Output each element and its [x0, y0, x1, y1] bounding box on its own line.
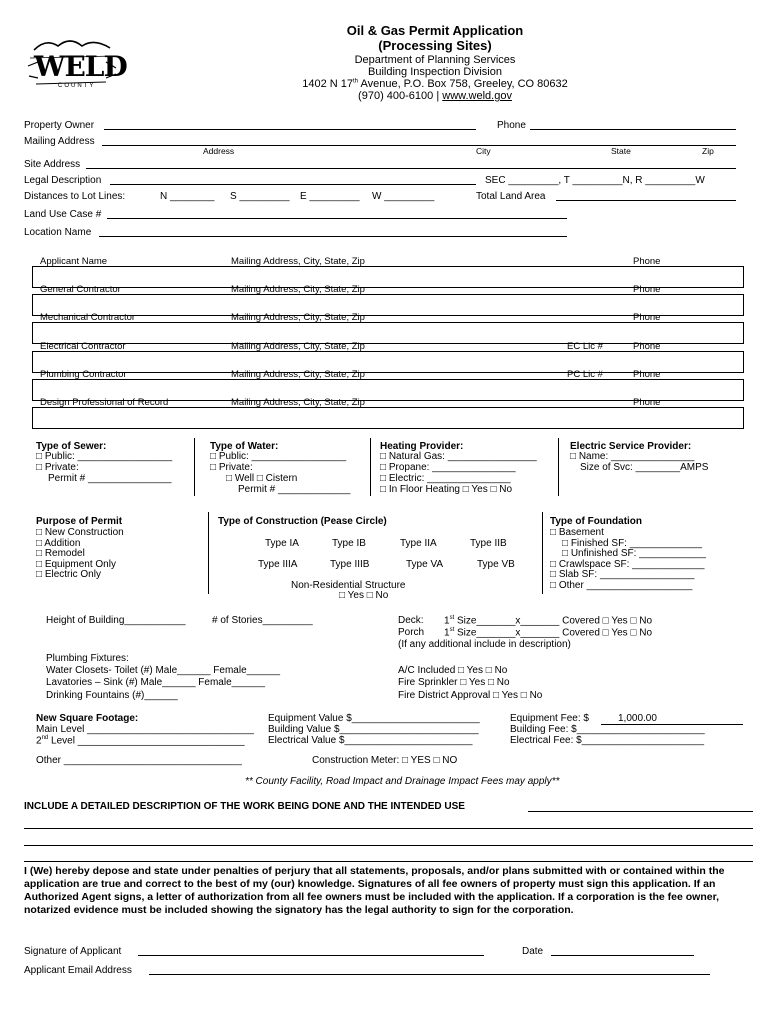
mailing-sub-city: City [476, 146, 491, 156]
general-contractor-label: General Contractor [40, 284, 121, 295]
stories-field[interactable]: # of Stories_________ [212, 615, 313, 626]
mailing-sub-state: State [611, 146, 631, 156]
construction-type-iia[interactable]: Type IIA [400, 538, 437, 549]
owner-phone-field[interactable] [530, 129, 736, 130]
equipment-value-field[interactable]: Equipment Value $_______________________ [268, 713, 480, 724]
site-address-field[interactable] [86, 168, 736, 169]
division-name: Building Inspection Division [368, 66, 502, 78]
building-fee-field[interactable]: Building Fee: $_______________________ [510, 724, 705, 735]
site-address-label: Site Address [24, 159, 81, 170]
electrical-fee-field[interactable]: Electrical Fee: $______________________ [510, 735, 705, 746]
electrical-contractor-label: Electrical Contractor [40, 341, 126, 352]
form-subtitle: (Processing Sites) [378, 38, 492, 53]
distance-south-field[interactable]: S _________ [230, 191, 290, 202]
legal-description-label: Legal Description [24, 175, 102, 186]
declaration-text: I (We) hereby depose and state under penalties of perjury that all statements, proposals, and/or plans submitted with or contained within the application are true and correct to the best of my (our) knowledge. Signatures of all fee owners of property must sign this application. If an Authorized Agent signs, a letter of authorization from all fee owners must be included with the application. If a corporation is the fee owner, notarized evidence must be included showing the signatory has the legal authority to sign for the corporation. [24, 865, 725, 916]
purpose-remodel[interactable]: □ Remodel [36, 548, 85, 559]
general-contractor-address-label: Mailing Address, City, State, Zip [231, 284, 365, 295]
water-permit-field[interactable]: Permit # _____________ [238, 484, 351, 495]
contact-info: (970) 400-6100 | www.weld.gov [358, 90, 512, 102]
heating-title: Heating Provider: [380, 441, 464, 452]
construction-type-vb[interactable]: Type VB [477, 559, 515, 570]
water-title: Type of Water: [210, 441, 279, 452]
water-well-cistern-option[interactable]: □ Well □ Cistern [226, 473, 298, 484]
distance-west-field[interactable]: W _________ [372, 191, 435, 202]
mailing-address-label: Mailing Address [24, 136, 95, 147]
mailing-address-field[interactable] [102, 145, 736, 146]
electric-provider-name-field[interactable]: □ Name: _______________ [570, 451, 695, 462]
electrical-contractor-phone-label: Phone [633, 341, 661, 352]
construction-type-ia[interactable]: Type IA [265, 538, 299, 549]
equipment-fee-label: Equipment Fee: $ [510, 713, 589, 724]
fire-district-approval-option[interactable]: Fire District Approval □ Yes □ No [398, 690, 543, 701]
design-professional-phone-label: Phone [633, 397, 661, 408]
mailing-sub-zip: Zip [702, 146, 714, 156]
porch-label: Porch [398, 627, 425, 638]
mechanical-contractor-label: Mechanical Contractor [40, 312, 136, 323]
sewer-public-option[interactable]: □ Public: _________________ [36, 451, 173, 462]
email-label: Applicant Email Address [24, 965, 132, 976]
date-field[interactable] [551, 955, 694, 956]
water-closets-field[interactable]: Water Closets- Toilet (#) Male______ Female______ [46, 665, 281, 676]
design-professional-address-label: Mailing Address, City, State, Zip [231, 397, 365, 408]
mechanical-contractor-phone-label: Phone [633, 312, 661, 323]
electrical-contractor-address-label: Mailing Address, City, State, Zip [231, 341, 365, 352]
signature-field[interactable] [138, 955, 484, 956]
heating-gas-option[interactable]: □ Natural Gas: ________________ [380, 451, 537, 462]
department-name: Department of Planning Services [354, 54, 516, 66]
plumbing-contractor-address-label: Mailing Address, City, State, Zip [231, 369, 365, 380]
email-field[interactable] [149, 974, 710, 975]
drinking-fountains-field[interactable]: Drinking Fountains (#)______ [46, 690, 178, 701]
land-use-case-label: Land Use Case # [24, 209, 102, 220]
foundation-basement[interactable]: □ Basement [550, 527, 604, 538]
logo-subtext: COUNTY [58, 83, 96, 89]
deck-label: Deck: [398, 615, 424, 626]
foundation-slab-sf[interactable]: □ Slab SF: _________________ [550, 569, 695, 580]
distance-north-field[interactable]: N ________ [160, 191, 215, 202]
design-professional-entry-box[interactable] [32, 407, 744, 429]
office-address: 1402 N 17th Avenue, P.O. Box 758, Greeley, CO 80632 [302, 78, 568, 90]
electric-service-size-field[interactable]: Size of Svc: ________AMPS [580, 462, 709, 473]
electrical-value-field[interactable]: Electrical Value $_______________________ [268, 735, 473, 746]
equipment-fee-value: 1,000.00 [618, 713, 657, 724]
applicant-address-label: Mailing Address, City, State, Zip [231, 256, 365, 267]
mechanical-contractor-address-label: Mailing Address, City, State, Zip [231, 312, 365, 323]
property-owner-field[interactable] [104, 129, 476, 130]
purpose-electric-only[interactable]: □ Electric Only [36, 569, 101, 580]
total-land-area-field[interactable] [556, 200, 736, 201]
general-contractor-phone-label: Phone [633, 284, 661, 295]
ac-included-option[interactable]: A/C Included □ Yes □ No [398, 665, 508, 676]
water-private-option[interactable]: □ Private: [210, 462, 253, 473]
applicant-phone-label: Phone [633, 256, 661, 267]
sec-township-range-field[interactable]: SEC _________, T _________N, R _________W [485, 175, 705, 186]
construction-type-iiia[interactable]: Type IIIA [258, 559, 298, 570]
land-use-case-field[interactable] [107, 218, 567, 219]
plumbing-license-label: PC Lic # [567, 369, 603, 380]
sewer-private-option[interactable]: □ Private: [36, 462, 79, 473]
sewer-title: Type of Sewer: [36, 441, 107, 452]
electric-provider-title: Electric Service Provider: [570, 441, 692, 452]
foundation-crawlspace-sf[interactable]: □ Crawlspace SF: _____________ [550, 559, 705, 570]
purpose-addition[interactable]: □ Addition [36, 538, 81, 549]
weld-county-logo [26, 36, 127, 94]
foundation-other[interactable]: □ Other ___________________ [550, 580, 693, 591]
distances-label: Distances to Lot Lines: [24, 191, 126, 202]
description-line-2[interactable] [24, 828, 753, 829]
purpose-equipment-only[interactable]: □ Equipment Only [36, 559, 116, 570]
construction-type-va[interactable]: Type VA [406, 559, 444, 570]
description-line-4[interactable] [24, 861, 753, 862]
porch-size-field[interactable]: 1st Size_______x_______ Covered □ Yes □ No [444, 627, 653, 639]
lavatories-field[interactable]: Lavatories – Sink (#) Male______ Female______ [46, 677, 266, 688]
foundation-title: Type of Foundation [550, 516, 643, 527]
construction-type-iib[interactable]: Type IIB [470, 538, 507, 549]
owner-phone-label: Phone [497, 120, 526, 131]
construction-title: Type of Construction (Pease Circle) [218, 516, 387, 527]
purpose-title: Purpose of Permit [36, 516, 123, 527]
heating-floor-option[interactable]: □ In Floor Heating □ Yes □ No [380, 484, 513, 495]
heating-propane-option[interactable]: □ Propane: _______________ [380, 462, 516, 473]
fire-sprinkler-option[interactable]: Fire Sprinkler □ Yes □ No [398, 677, 510, 688]
other-field[interactable]: Other ________________________________ [36, 755, 242, 766]
total-land-area-label: Total Land Area [476, 191, 546, 202]
plumbing-contractor-phone-label: Phone [633, 369, 661, 380]
second-level-field[interactable]: 2nd Level ______________________________ [36, 735, 245, 747]
plumbing-contractor-label: Plumbing Contractor [40, 369, 127, 380]
location-name-field[interactable] [99, 236, 567, 237]
description-label: INCLUDE A DETAILED DESCRIPTION OF THE WORK BEING DONE AND THE INTENDED USE [24, 801, 465, 812]
square-footage-title: New Square Footage: [36, 713, 139, 724]
building-value-field[interactable]: Building Value $_________________________ [268, 724, 479, 735]
electrical-license-label: EC Lic # [567, 341, 603, 352]
logo-text: WELD [34, 50, 127, 83]
description-line-1[interactable] [528, 811, 753, 812]
purpose-new-construction[interactable]: □ New Construction [36, 527, 124, 538]
property-owner-label: Property Owner [24, 120, 95, 131]
foundation-unfinished-sf[interactable]: □ Unfinished SF: ____________ [562, 548, 706, 559]
applicant-name-label: Applicant Name [40, 256, 108, 267]
form-title: Oil & Gas Permit Application [346, 23, 524, 38]
location-name-label: Location Name [24, 227, 92, 238]
main-level-field[interactable]: Main Level ______________________________ [36, 724, 254, 735]
sewer-permit-field[interactable]: Permit # _______________ [48, 473, 172, 484]
legal-description-field[interactable] [110, 184, 476, 185]
non-residential-yes-no[interactable]: □ Yes □ No [339, 590, 389, 601]
description-line-3[interactable] [24, 845, 753, 846]
date-label: Date [522, 946, 544, 957]
construction-type-iiib[interactable]: Type IIIB [330, 559, 370, 570]
deck-size-field[interactable]: 1st Size_______x_______ Covered □ Yes □ No [444, 615, 653, 627]
water-public-option[interactable]: □ Public: _________________ [210, 451, 347, 462]
design-professional-label: Design Professional of Record [40, 397, 169, 408]
fees-note: ** County Facility, Road Impact and Drainage Impact Fees may apply** [245, 776, 560, 787]
plumbing-title: Plumbing Fixtures: [46, 653, 129, 664]
additional-note: (If any additional include in description) [398, 639, 571, 650]
building-height-field[interactable]: Height of Building___________ [46, 615, 186, 626]
signature-label: Signature of Applicant [24, 946, 122, 957]
website-link[interactable]: www.weld.gov [442, 90, 512, 102]
construction-meter-option[interactable]: Construction Meter: □ YES □ NO [312, 755, 458, 766]
heating-electric-option[interactable]: □ Electric: _______________ [380, 473, 511, 484]
foundation-finished-sf[interactable]: □ Finished SF: _____________ [562, 538, 703, 549]
construction-type-ib[interactable]: Type IB [332, 538, 366, 549]
non-residential-label: Non-Residential Structure [291, 580, 406, 591]
mailing-sub-address: Address [203, 146, 235, 156]
distance-east-field[interactable]: E _________ [300, 191, 360, 202]
